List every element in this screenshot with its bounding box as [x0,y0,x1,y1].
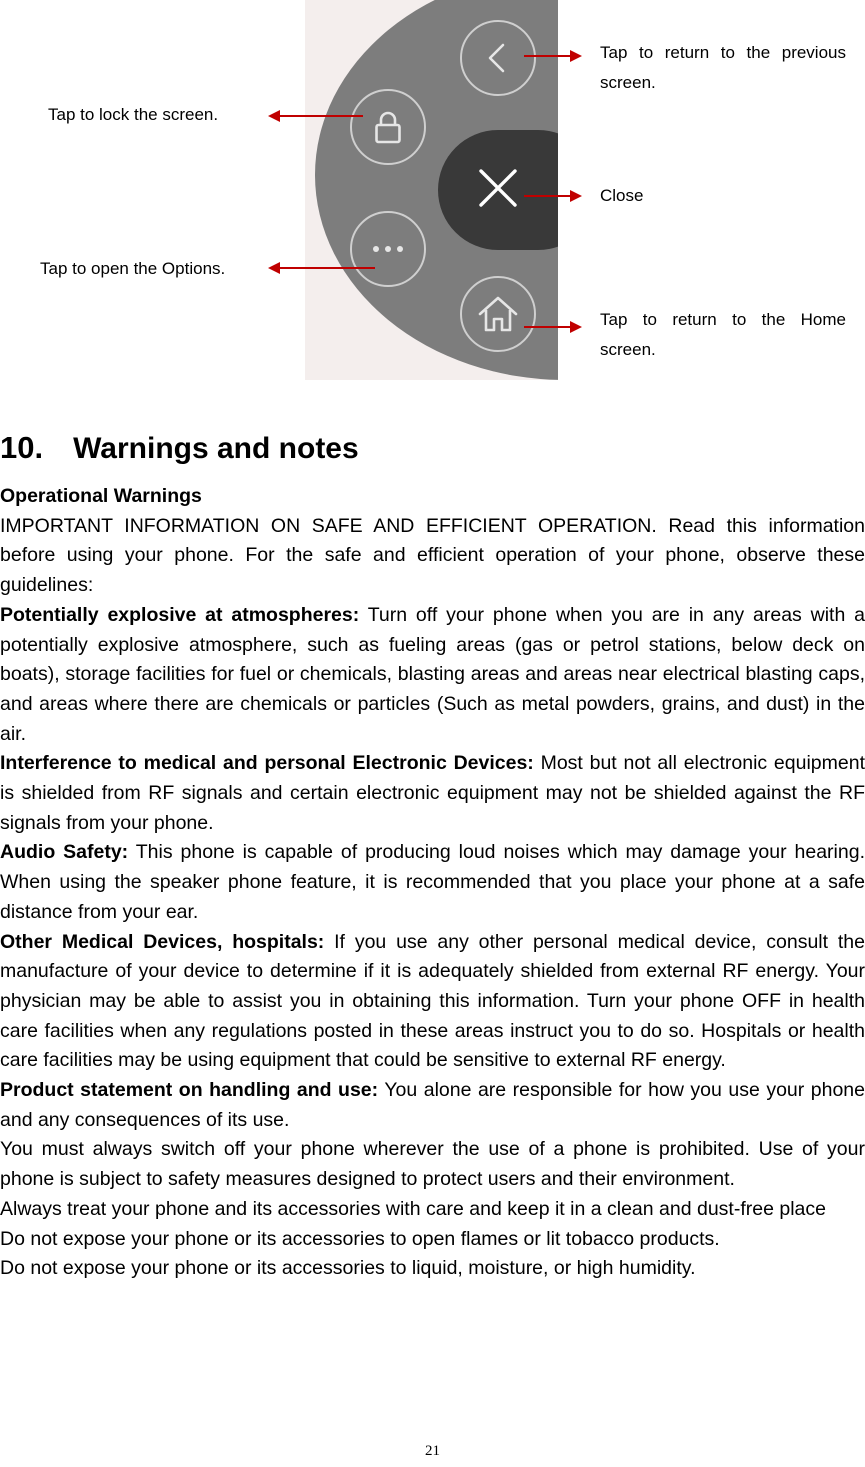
warnings-content [0,482,865,1284]
close-callout-arrowhead [570,190,582,202]
paragraph: Do not expose your phone or its accessories to open flames or lit tobacco products. [0,1227,720,1250]
menu-screenshot [305,0,558,380]
home-icon [477,294,519,334]
close-icon [476,166,520,210]
warning-term: Other Medical Devices, hospitals: [0,930,325,953]
warning-text: Most but not all electronic equipment is shielded from RF signals and certain electronic equipment may not be shielded against the RF signals from your phone. [0,752,865,834]
options-label: Tap to open the Options. [40,259,226,278]
page-number: 21 [425,1443,440,1459]
warning-term: Audio Safety: [0,841,129,864]
back-button[interactable] [460,20,536,96]
chevron-left-icon [480,40,516,76]
back-callout-arrow [524,55,572,57]
paragraph: Always treat your phone and its accessories with care and keep it in a clean and dust-free place [0,1197,826,1220]
back-callout-arrowhead [570,50,582,62]
options-callout-arrow [278,267,375,269]
close-callout-arrow [524,195,572,197]
warning-term: Interference to medical and personal Electronic Devices: [0,752,534,775]
paragraph: Do not expose your phone or its accessories to liquid, moisture, or high humidity. [0,1257,696,1280]
subheading-text: Operational Warnings [0,485,202,507]
close-label: Close [600,186,644,205]
intro-paragraph: IMPORTANT INFORMATION ON SAFE AND EFFICIENT OPERATION. Read this information before using your phone. For the safe and efficient operation of your phone, observe these guidelines: [0,514,865,597]
warning-text: This phone is capable of producing loud noises which may damage your hearing. When using the speaker phone feature, it is recommended that you place your phone at a safe distance from your ear. [0,841,865,923]
lock-button[interactable] [350,89,426,165]
warning-term: Product statement on handling and use: [0,1079,379,1102]
home-callout-arrowhead [570,321,582,333]
back-label: Tap to return to the previous screen. [600,43,846,92]
lock-label: Tap to lock the screen. [48,105,219,124]
warning-item [0,601,865,750]
section-heading [0,430,359,466]
warning-item [0,928,865,1077]
warning-item [0,749,865,838]
home-button[interactable] [460,276,536,352]
close-button[interactable] [460,150,536,226]
warning-term: Potentially explosive at atmospheres: [0,603,360,626]
warning-text: Turn off your phone when you are in any areas with a potentially explosive atmosphere, such as fueling areas (gas or petrol stations, below deck on boats), storage facilities for fuel or chemicals, blasting areas and areas near electrical blasting caps, and areas where there are chemicals or particles (Such as metal powders, grains, and dust) in the air. [0,603,865,745]
options-button[interactable] [350,211,426,287]
section-number: 10. [0,430,44,465]
warning-text: You alone are responsible for how you use your phone and any consequences of its use. [0,1079,865,1131]
warning-text: If you use any other personal medical device, consult the manufacture of your device to determine if it is adequately shielded from external RF energy. Your physician may be able to assist you in obtaining this information. Turn your phone OFF in health care facilities when any regulations posted in these areas instruct you to do so. Hospitals or health care facilities may be using equipment that could be sensitive to external RF energy. [0,930,865,1072]
navigation-menu-figure [0,0,865,385]
section-title: Warnings and notes [73,432,359,465]
home-label: Tap to return to the Home screen. [600,310,846,359]
warning-item [0,838,865,927]
home-callout-arrow [524,326,572,328]
lock-callout-arrow [278,115,363,117]
more-icon [368,243,408,255]
lock-icon [368,107,408,147]
subheading [0,482,865,512]
warning-item [0,1076,865,1135]
paragraph: You must always switch off your phone wherever the use of a phone is prohibited. Use of your phone is subject to safety measures designed to protect users and their environment. [0,1138,865,1191]
